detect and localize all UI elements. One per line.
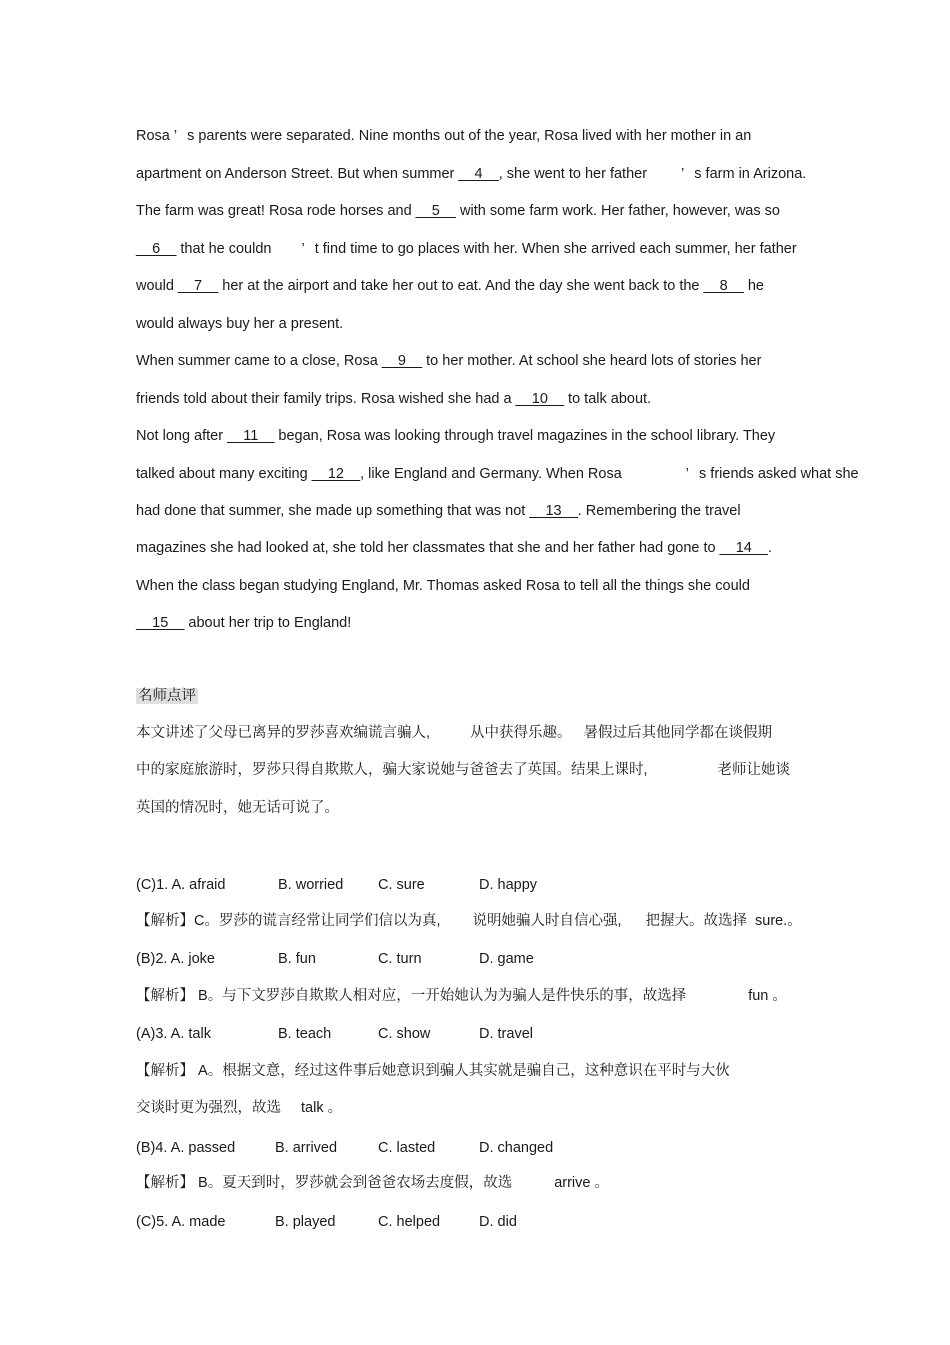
text: 交谈时更为强烈，故选 xyxy=(136,1100,281,1116)
question-3-options xyxy=(136,1024,930,1044)
text: , she went to her father xyxy=(498,166,648,182)
text: t find time to go places with her. When she arrived each summer, her father xyxy=(314,241,797,257)
text: with some farm work. Her father, however, was so xyxy=(456,203,780,219)
passage-line xyxy=(136,314,930,334)
option-c: C. sure xyxy=(378,877,425,893)
blank-9: __9__ xyxy=(381,353,423,369)
review-line xyxy=(136,723,930,743)
review-line xyxy=(136,798,930,818)
text: magazines she had looked at, she told her classmates that she and her father had gone to xyxy=(136,540,720,556)
passage-line xyxy=(136,426,930,446)
text: s parents were separated. Nine months out of the year, Rosa lived with her mother in an xyxy=(187,128,752,144)
text: . Remembering the travel xyxy=(577,503,741,519)
option-d: D. did xyxy=(479,1214,517,1230)
passage-line xyxy=(136,239,930,259)
text: arrive 。 xyxy=(554,1175,609,1191)
text: The farm was great! Rosa rode horses and xyxy=(136,203,416,219)
option-b: B. arrived xyxy=(275,1140,338,1156)
blank-14: __14__ xyxy=(719,540,768,556)
option-d: D. changed xyxy=(479,1140,554,1156)
question-5-options xyxy=(136,1212,930,1232)
question-4-explanation xyxy=(136,1173,930,1193)
option-c: C. show xyxy=(378,1026,431,1042)
text: her at the airport and take her out to eat. And the day she went back to the xyxy=(218,278,704,294)
text: talk 。 xyxy=(301,1100,343,1116)
text: talked about many exciting xyxy=(136,466,312,482)
option-b: B. worried xyxy=(278,877,344,893)
question-1-options xyxy=(136,875,930,895)
passage-line xyxy=(136,576,930,596)
blank-6: __6__ xyxy=(136,241,177,257)
text: 把握大。故选择 xyxy=(645,913,748,929)
text: s farm in Arizona. xyxy=(694,166,807,182)
apostrophe: ’ xyxy=(685,466,690,482)
text: friends told about their family trips. Rosa wished she had a xyxy=(136,391,516,407)
text: 老师让她谈 xyxy=(717,762,791,778)
option-a: (B)2. A. joke xyxy=(136,951,215,967)
blank-4: __4__ xyxy=(458,166,499,182)
blank-5: __5__ xyxy=(415,203,456,219)
option-a: (C)5. A. made xyxy=(136,1214,226,1230)
text: Rosa xyxy=(136,128,170,144)
text: that he couldn xyxy=(176,241,272,257)
option-d: D. happy xyxy=(479,877,538,893)
text: 本文讲述了父母已离异的罗莎喜欢编谎言骗人, xyxy=(136,725,431,741)
option-d: D. travel xyxy=(479,1026,533,1042)
text: 【解析】 A。根据文意，经过这件事后她意识到骗人其实就是骗自己，这种意识在平时与大伙 xyxy=(136,1063,730,1079)
option-b: B. teach xyxy=(278,1026,332,1042)
question-3-explanation-cont xyxy=(136,1098,930,1118)
text: about her trip to England! xyxy=(184,615,352,631)
passage-line xyxy=(136,613,930,633)
question-3-explanation xyxy=(136,1061,930,1081)
blank-10: __10__ xyxy=(515,391,565,407)
option-a: (B)4. A. passed xyxy=(136,1140,236,1156)
text: . xyxy=(768,540,773,556)
text: 【解析】 B。夏天到时，罗莎就会到爸爸农场去度假，故选 xyxy=(136,1175,513,1191)
blank-8: __8__ xyxy=(703,278,744,294)
text: to talk about. xyxy=(564,391,652,407)
text: sure.。 xyxy=(755,913,802,929)
blank-11: __11__ xyxy=(227,428,275,444)
text: would always buy her a present. xyxy=(136,316,344,332)
passage-line xyxy=(136,126,930,146)
text: 【解析】 B。与下文罗莎自欺欺人相对应，一开始她认为为骗人是件快乐的事，故选择 xyxy=(136,988,687,1004)
text: he xyxy=(743,278,765,294)
blank-7: __7__ xyxy=(177,278,219,294)
text: s friends asked what she xyxy=(699,466,859,482)
passage-line xyxy=(136,351,930,371)
blank-13: __13__ xyxy=(529,503,578,519)
option-b: B. fun xyxy=(278,951,316,967)
apostrophe: ’ xyxy=(301,241,305,257)
review-heading: 名师点评 xyxy=(138,688,196,704)
passage-line xyxy=(136,538,930,558)
passage-line xyxy=(136,276,930,296)
blank-12: __12__ xyxy=(311,466,361,482)
text: began, Rosa was looking through travel magazines in the school library. They xyxy=(274,428,776,444)
text: Not long after xyxy=(136,428,228,444)
passage-line xyxy=(136,201,930,221)
passage-line xyxy=(136,389,930,409)
option-d: D. game xyxy=(479,951,534,967)
blank-15: __15__ xyxy=(136,615,185,631)
text: , like England and Germany. When Rosa xyxy=(360,466,622,482)
question-1-explanation xyxy=(136,911,930,931)
text: 【解析】C。罗莎的谎言经常让同学们信以为真, xyxy=(136,913,441,929)
text: 中的家庭旅游时，罗莎只得自欺欺人，骗大家说她与爸爸去了英国。结果上课时, xyxy=(136,762,648,778)
text: 暑假过后其他同学都在谈假期 xyxy=(583,725,773,741)
option-c: C. helped xyxy=(378,1214,441,1230)
text: 从中获得乐趣。 xyxy=(470,725,572,741)
apostrophe: ’ xyxy=(173,128,178,144)
text: would xyxy=(136,278,178,294)
passage-line xyxy=(136,464,930,484)
option-a: (A)3. A. talk xyxy=(136,1026,211,1042)
option-c: C. turn xyxy=(378,951,422,967)
text: 说明她骗人时自信心强, xyxy=(472,913,622,929)
text: When summer came to a close, Rosa xyxy=(136,353,382,369)
review-heading-line xyxy=(136,686,930,706)
text: When the class began studying England, Mr. Thomas asked Rosa to tell all the things she could xyxy=(136,578,750,594)
text: had done that summer, she made up something that was not xyxy=(136,503,530,519)
apostrophe: ’ xyxy=(681,166,685,182)
option-b: B. played xyxy=(275,1214,336,1230)
text: 英国的情况时，她无话可说了。 xyxy=(136,800,339,816)
question-4-options xyxy=(136,1138,930,1158)
question-2-options xyxy=(136,949,930,969)
text: fun 。 xyxy=(748,988,787,1004)
passage-line xyxy=(136,501,930,521)
option-c: C. lasted xyxy=(378,1140,436,1156)
question-2-explanation xyxy=(136,986,930,1006)
option-a: (C)1. A. afraid xyxy=(136,877,226,893)
text: to her mother. At school she heard lots of stories her xyxy=(422,353,762,369)
passage-line xyxy=(136,164,930,184)
review-line xyxy=(136,760,930,780)
text: apartment on Anderson Street. But when summer xyxy=(136,166,459,182)
